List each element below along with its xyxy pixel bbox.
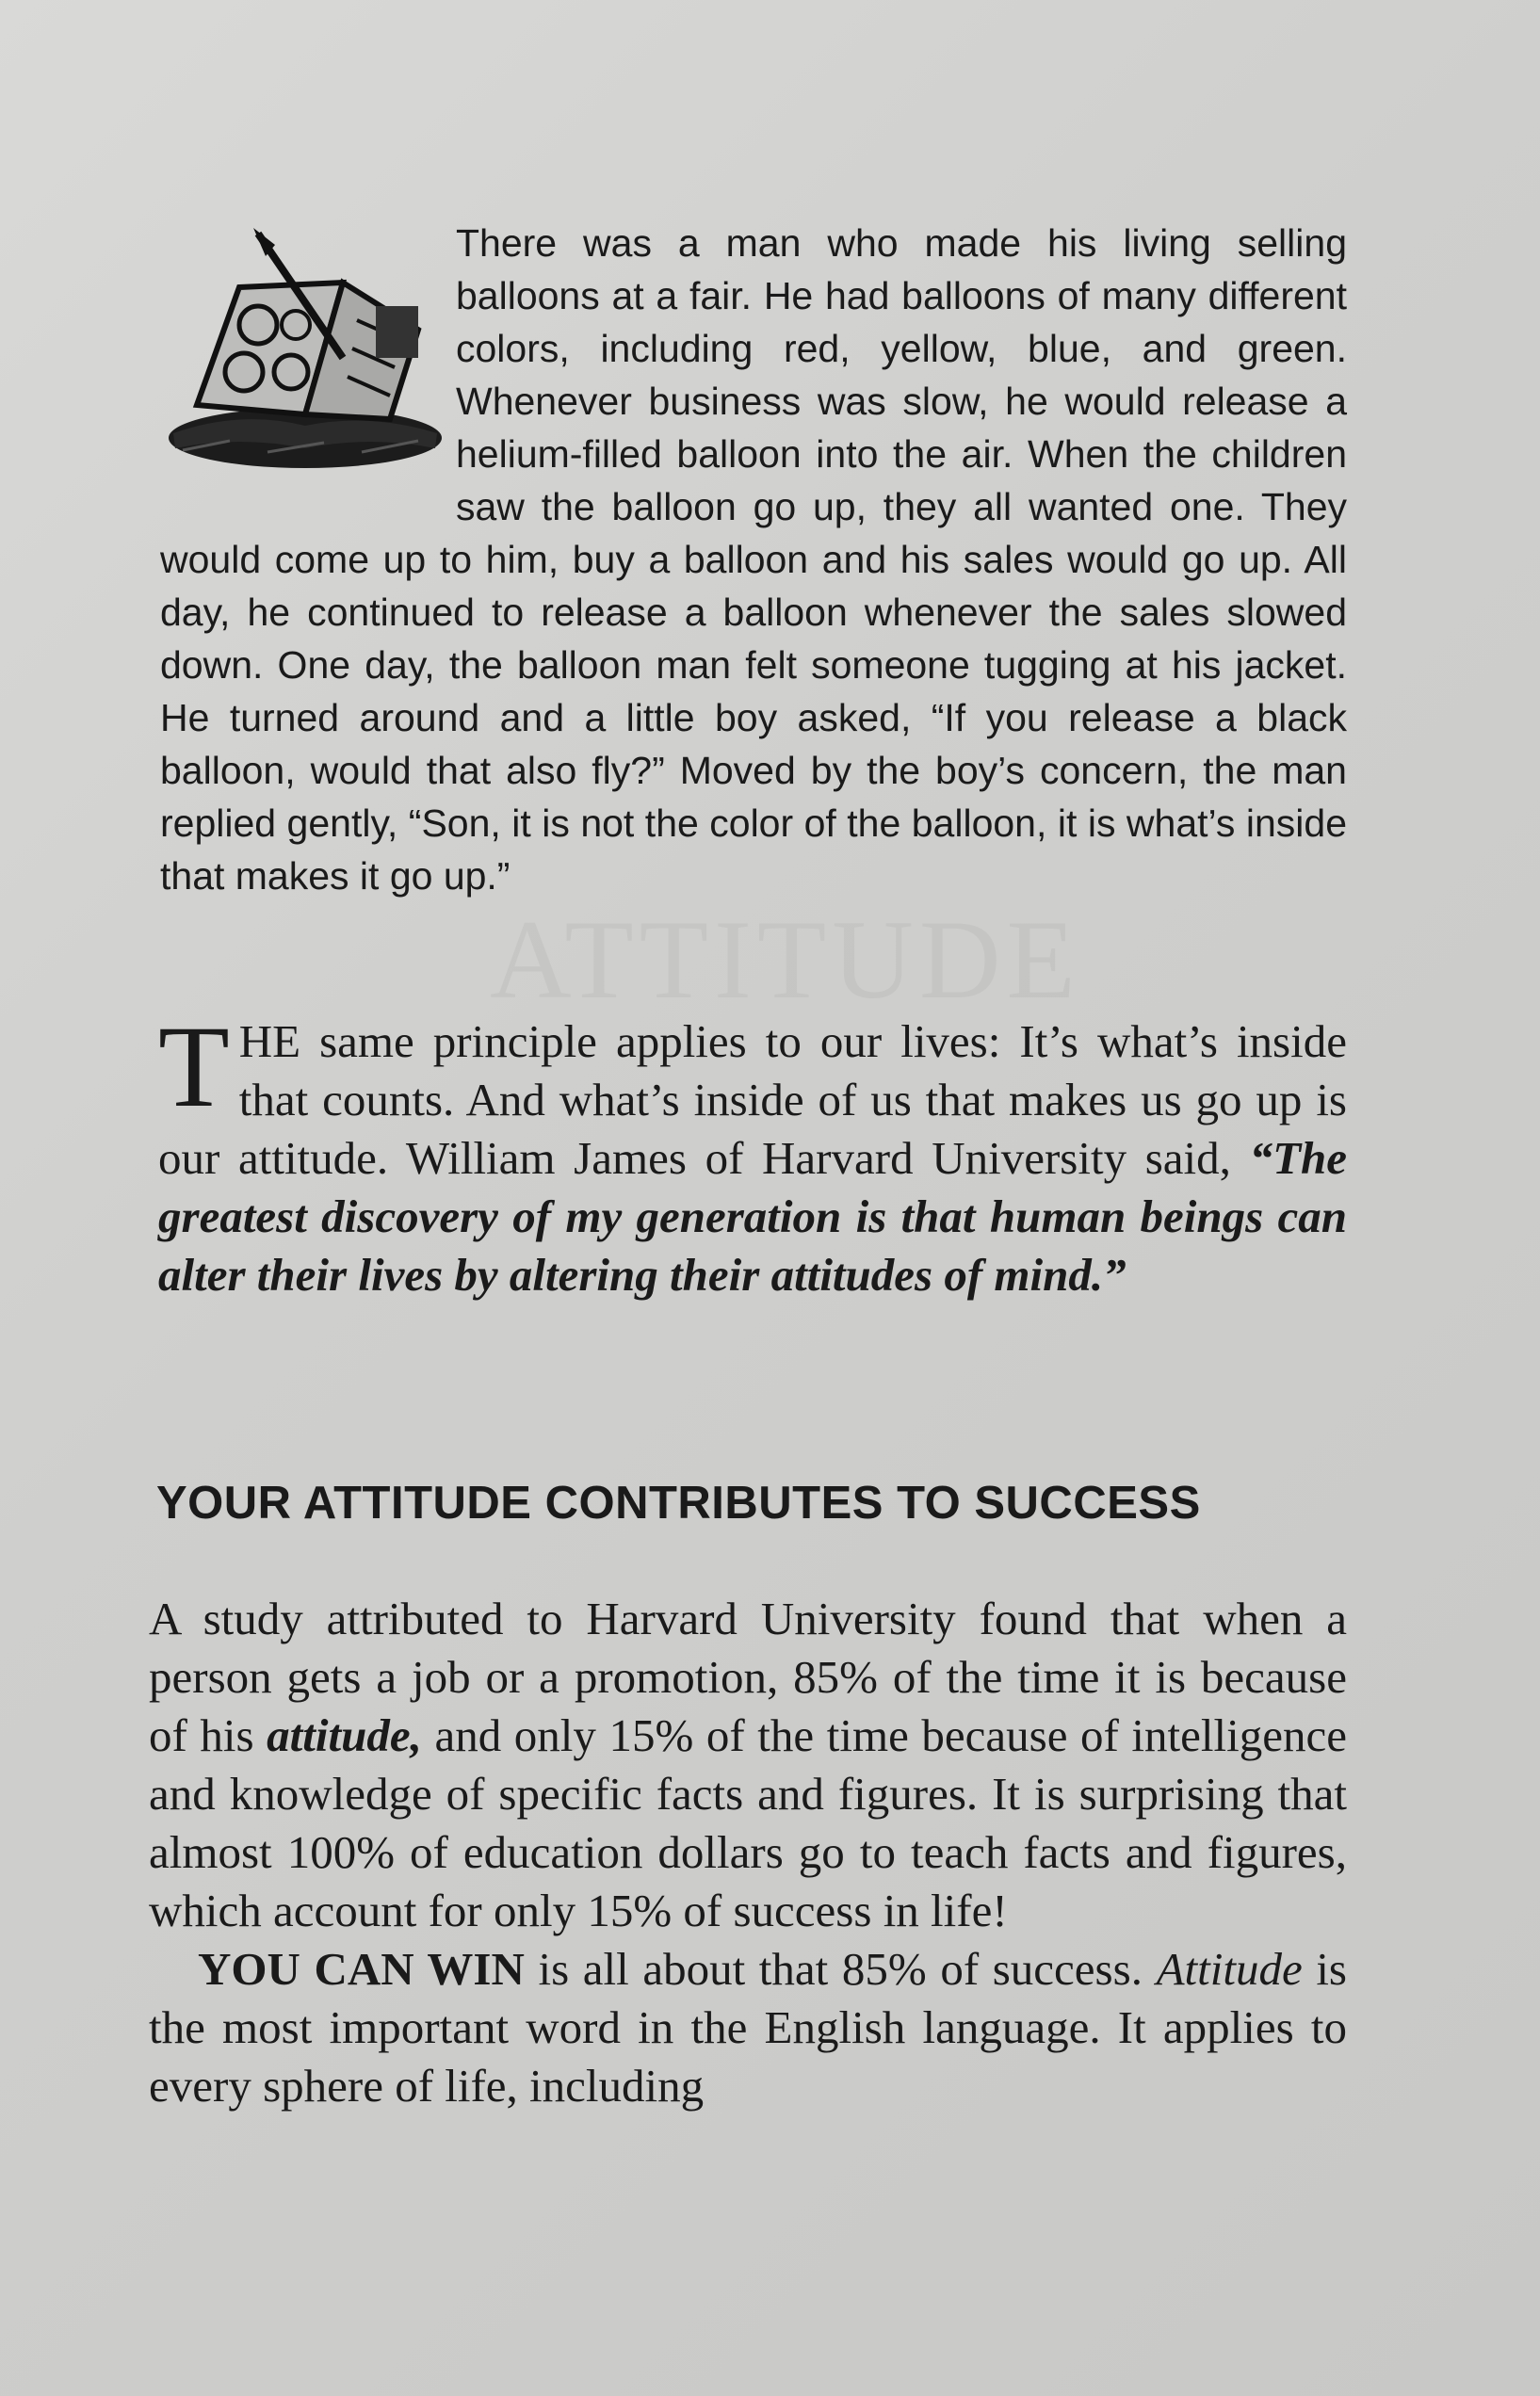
study-section: [149, 1590, 1347, 2115]
attitude-word: Attitude: [1156, 1943, 1303, 1995]
win-text-a: is all about that 85% of success.: [524, 1943, 1157, 1995]
book-title-mention: YOU CAN WIN: [198, 1943, 525, 1995]
open-book-with-quill-icon: [154, 217, 456, 499]
principle-text: HE same principle applies to our lives: It’s what’s inside that counts. And what’s inside of us that makes us go up is our attitude. William James of Harvard University said,: [158, 1015, 1347, 1184]
study-text-a: A study attributed to Harvard University found that when a person gets a job or a promotion, 85% of the time it is because of his: [149, 1593, 1347, 1761]
attitude-emphasis: attitude,: [267, 1709, 422, 1761]
principle-paragraph: [158, 1002, 1347, 1304]
william-james-quote: “The greatest discovery of my generation is that human beings can alter their lives by altering their attitudes of mind.”: [158, 1132, 1347, 1301]
section-heading: YOUR ATTITUDE CONTRIBUTES TO SUCCESS: [156, 1478, 1201, 1529]
you-can-win-paragraph: [149, 1940, 1347, 2115]
drop-cap: T: [158, 1002, 230, 1131]
study-paragraph: [149, 1590, 1347, 1940]
balloon-story: [160, 217, 1347, 902]
win-text-b: is the most important word in the English language. It applies to every sphere of life, including: [149, 1943, 1347, 2112]
study-text-b: and only 15% of the time because of intelligence and knowledge of specific facts and figures. It is surprising that almost 100% of education dollars go to teach facts and figures, which account for only 15% of success in life!: [149, 1709, 1347, 1936]
story-paragraph: There was a man who made his living selling balloons at a fair. He had balloons of many different colors, including red, yellow, blue, and green. Whenever business was slow, he would release a helium-filled balloon into the air. When the children saw the balloon go up, they all wanted one. They would come up to him, buy a balloon and his sales would go up. All day, he continued to release a balloon whenever the sales slowed down. One day, the balloon man felt someone tugging at his jacket. He turned around and a little boy asked, “If you release a black balloon, would that also fly?” Moved by the boy’s concern, the man replied gently, “Son, it is not the color of the balloon, it is what’s inside that makes it go up.”: [160, 221, 1347, 898]
bleed-through-text: [490, 895, 1081, 1025]
